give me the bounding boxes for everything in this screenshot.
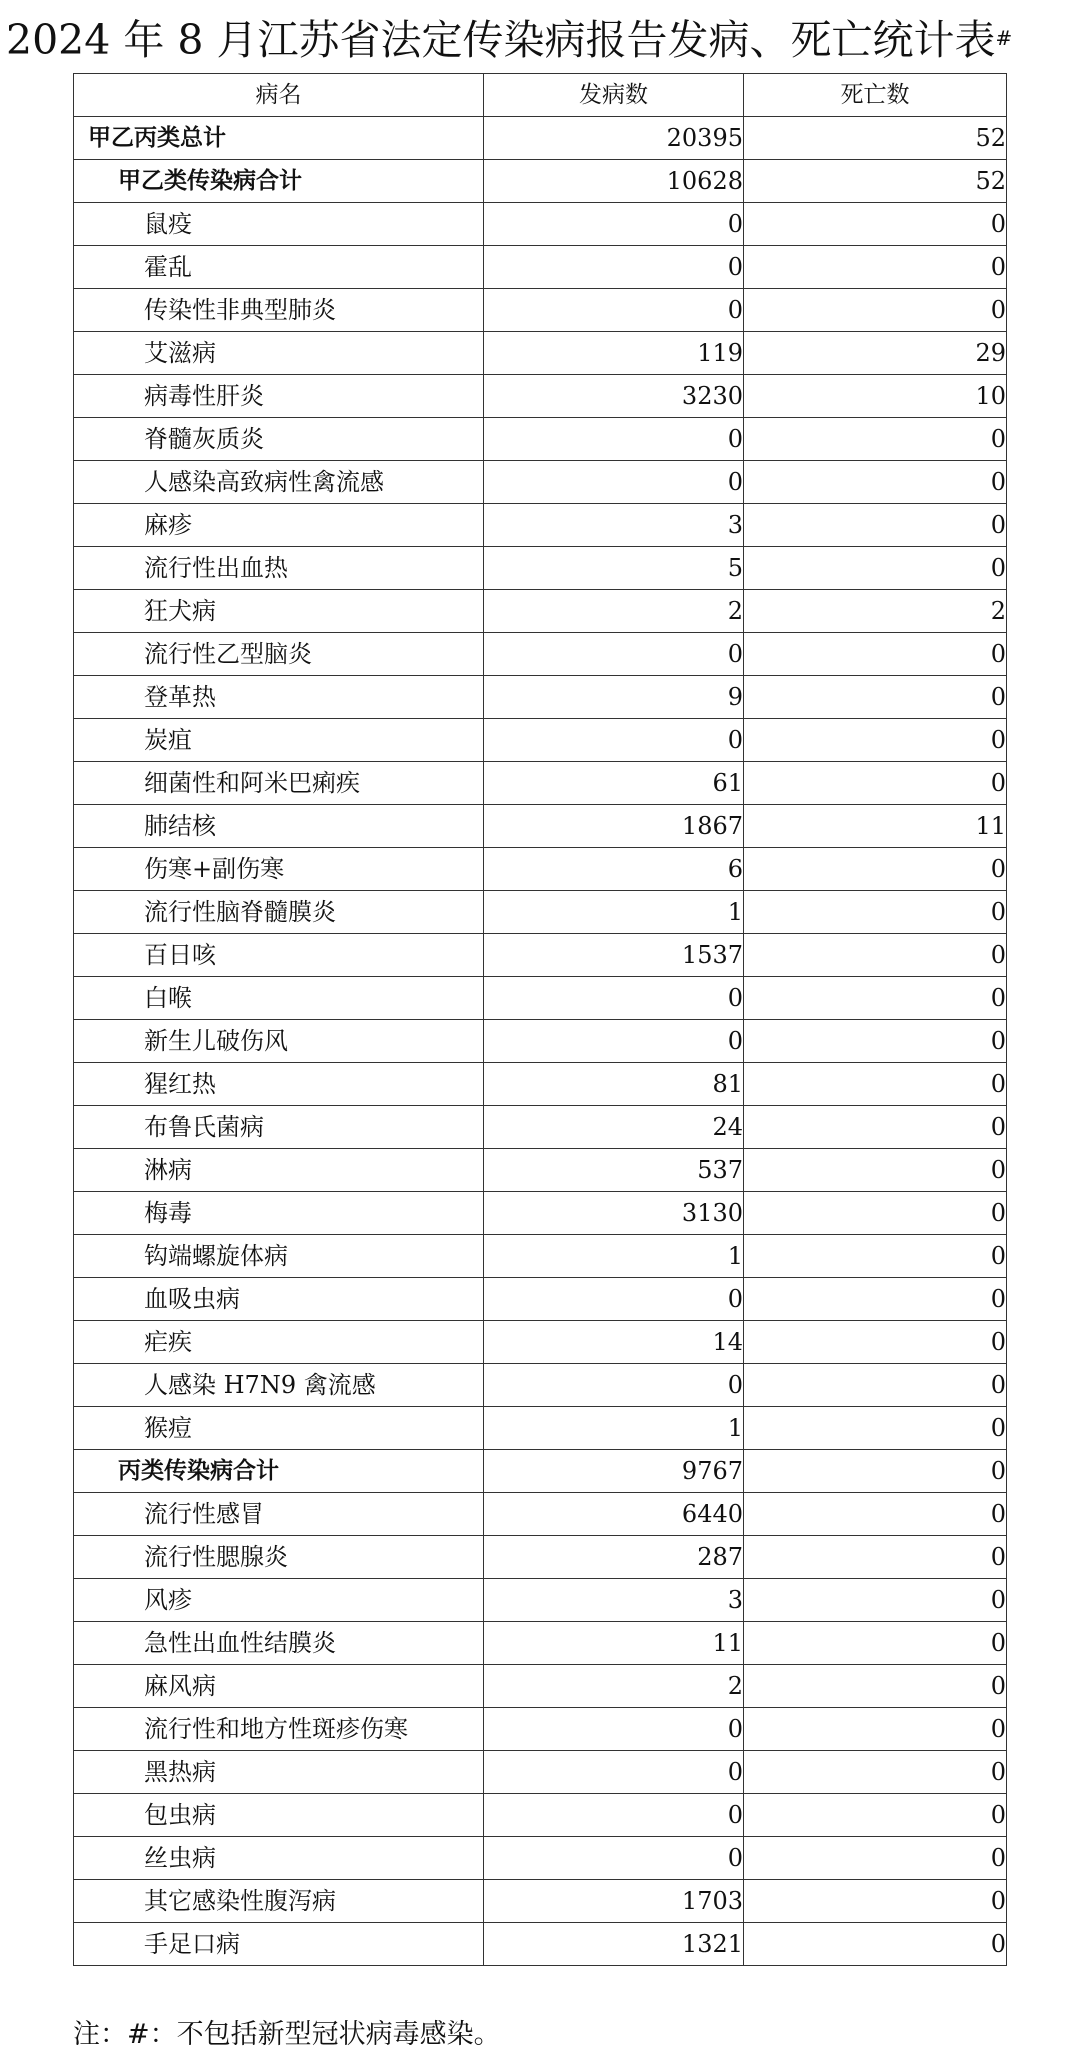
cases-cell: 0 bbox=[484, 418, 744, 461]
deaths-cell: 29 bbox=[744, 332, 1007, 375]
table-row bbox=[74, 762, 1007, 805]
disease-name-cell: 人感染 H7N9 禽流感 bbox=[74, 1364, 484, 1407]
deaths-cell: 0 bbox=[744, 1880, 1007, 1923]
table-row bbox=[74, 203, 1007, 246]
cases-cell: 0 bbox=[484, 1837, 744, 1880]
deaths-cell: 0 bbox=[744, 1622, 1007, 1665]
deaths-cell: 0 bbox=[744, 504, 1007, 547]
table-row bbox=[74, 1235, 1007, 1278]
deaths-cell: 0 bbox=[744, 719, 1007, 762]
table-body bbox=[74, 117, 1007, 1966]
cases-cell: 0 bbox=[484, 1020, 744, 1063]
table-row bbox=[74, 1364, 1007, 1407]
table-row bbox=[74, 1407, 1007, 1450]
disease-name-cell: 新生儿破伤风 bbox=[74, 1020, 484, 1063]
table-row bbox=[74, 1923, 1007, 1966]
cases-cell: 24 bbox=[484, 1106, 744, 1149]
table-row bbox=[74, 891, 1007, 934]
disease-name-cell: 艾滋病 bbox=[74, 332, 484, 375]
cases-cell: 2 bbox=[484, 590, 744, 633]
disease-name-cell: 流行性和地方性斑疹伤寒 bbox=[74, 1708, 484, 1751]
disease-statistics-table bbox=[73, 73, 1007, 1966]
cases-cell: 537 bbox=[484, 1149, 744, 1192]
deaths-cell: 0 bbox=[744, 461, 1007, 504]
deaths-cell: 0 bbox=[744, 1063, 1007, 1106]
disease-name-cell: 甲乙丙类总计 bbox=[74, 117, 484, 160]
footnote: 注：#：不包括新型冠状病毒感染。 bbox=[73, 2019, 501, 2050]
cases-cell: 287 bbox=[484, 1536, 744, 1579]
title-text: 2024 年 8 月江苏省法定传染病报告发病、死亡统计表 bbox=[6, 16, 996, 64]
cases-cell: 20395 bbox=[484, 117, 744, 160]
cases-cell: 1 bbox=[484, 1407, 744, 1450]
cases-cell: 1867 bbox=[484, 805, 744, 848]
table-row bbox=[74, 1020, 1007, 1063]
disease-name-cell: 急性出血性结膜炎 bbox=[74, 1622, 484, 1665]
cases-cell: 1703 bbox=[484, 1880, 744, 1923]
deaths-cell: 0 bbox=[744, 891, 1007, 934]
disease-name-cell: 麻风病 bbox=[74, 1665, 484, 1708]
table-row bbox=[74, 1493, 1007, 1536]
table-row bbox=[74, 246, 1007, 289]
table-row bbox=[74, 1063, 1007, 1106]
deaths-cell: 0 bbox=[744, 1192, 1007, 1235]
table-row bbox=[74, 1192, 1007, 1235]
cases-cell: 10628 bbox=[484, 160, 744, 203]
cases-cell: 9 bbox=[484, 676, 744, 719]
deaths-cell: 0 bbox=[744, 246, 1007, 289]
deaths-cell: 0 bbox=[744, 418, 1007, 461]
cases-cell: 81 bbox=[484, 1063, 744, 1106]
cases-cell: 61 bbox=[484, 762, 744, 805]
cases-cell: 9767 bbox=[484, 1450, 744, 1493]
deaths-cell: 52 bbox=[744, 160, 1007, 203]
disease-name-cell: 肺结核 bbox=[74, 805, 484, 848]
disease-name-cell: 狂犬病 bbox=[74, 590, 484, 633]
cases-cell: 0 bbox=[484, 289, 744, 332]
disease-name-cell: 血吸虫病 bbox=[74, 1278, 484, 1321]
deaths-cell: 0 bbox=[744, 1493, 1007, 1536]
cases-cell: 0 bbox=[484, 977, 744, 1020]
table-row bbox=[74, 160, 1007, 203]
cases-cell: 3230 bbox=[484, 375, 744, 418]
deaths-cell: 0 bbox=[744, 1278, 1007, 1321]
disease-name-cell: 白喉 bbox=[74, 977, 484, 1020]
cases-cell: 0 bbox=[484, 719, 744, 762]
deaths-cell: 52 bbox=[744, 117, 1007, 160]
cases-cell: 3 bbox=[484, 504, 744, 547]
table-row bbox=[74, 418, 1007, 461]
column-header-cases: 发病数 bbox=[484, 74, 744, 117]
deaths-cell: 0 bbox=[744, 1579, 1007, 1622]
disease-name-cell: 甲乙类传染病合计 bbox=[74, 160, 484, 203]
table-row bbox=[74, 1321, 1007, 1364]
deaths-cell: 0 bbox=[744, 762, 1007, 805]
disease-name-cell: 包虫病 bbox=[74, 1794, 484, 1837]
table-row bbox=[74, 977, 1007, 1020]
deaths-cell: 10 bbox=[744, 375, 1007, 418]
deaths-cell: 0 bbox=[744, 1665, 1007, 1708]
cases-cell: 1 bbox=[484, 891, 744, 934]
disease-name-cell: 丝虫病 bbox=[74, 1837, 484, 1880]
table-row bbox=[74, 1708, 1007, 1751]
disease-name-cell: 淋病 bbox=[74, 1149, 484, 1192]
deaths-cell: 11 bbox=[744, 805, 1007, 848]
table-row bbox=[74, 1665, 1007, 1708]
disease-name-cell: 梅毒 bbox=[74, 1192, 484, 1235]
table-row bbox=[74, 375, 1007, 418]
disease-name-cell: 流行性腮腺炎 bbox=[74, 1536, 484, 1579]
disease-name-cell: 百日咳 bbox=[74, 934, 484, 977]
disease-name-cell: 其它感染性腹泻病 bbox=[74, 1880, 484, 1923]
table-row bbox=[74, 934, 1007, 977]
table-row bbox=[74, 848, 1007, 891]
deaths-cell: 0 bbox=[744, 1235, 1007, 1278]
deaths-cell: 0 bbox=[744, 203, 1007, 246]
title-footnote-marker: # bbox=[995, 26, 1013, 50]
table-row bbox=[74, 1794, 1007, 1837]
disease-name-cell: 布鲁氏菌病 bbox=[74, 1106, 484, 1149]
column-header-disease: 病名 bbox=[74, 74, 484, 117]
cases-cell: 0 bbox=[484, 1794, 744, 1837]
deaths-cell: 0 bbox=[744, 977, 1007, 1020]
table-row bbox=[74, 1450, 1007, 1493]
cases-cell: 1 bbox=[484, 1235, 744, 1278]
table-row bbox=[74, 504, 1007, 547]
disease-name-cell: 病毒性肝炎 bbox=[74, 375, 484, 418]
deaths-cell: 0 bbox=[744, 1837, 1007, 1880]
cases-cell: 5 bbox=[484, 547, 744, 590]
deaths-cell: 0 bbox=[744, 1751, 1007, 1794]
disease-name-cell: 黑热病 bbox=[74, 1751, 484, 1794]
table-row bbox=[74, 1106, 1007, 1149]
table-row bbox=[74, 289, 1007, 332]
cases-cell: 3130 bbox=[484, 1192, 744, 1235]
disease-name-cell: 流行性脑脊髓膜炎 bbox=[74, 891, 484, 934]
disease-name-cell: 鼠疫 bbox=[74, 203, 484, 246]
table-row bbox=[74, 332, 1007, 375]
cases-cell: 11 bbox=[484, 1622, 744, 1665]
disease-name-cell: 风疹 bbox=[74, 1579, 484, 1622]
deaths-cell: 2 bbox=[744, 590, 1007, 633]
disease-name-cell: 流行性乙型脑炎 bbox=[74, 633, 484, 676]
deaths-cell: 0 bbox=[744, 1106, 1007, 1149]
table-row bbox=[74, 1278, 1007, 1321]
table-row bbox=[74, 461, 1007, 504]
disease-name-cell: 手足口病 bbox=[74, 1923, 484, 1966]
deaths-cell: 0 bbox=[744, 1794, 1007, 1837]
table-row bbox=[74, 1837, 1007, 1880]
deaths-cell: 0 bbox=[744, 1407, 1007, 1450]
table-row bbox=[74, 117, 1007, 160]
table-row bbox=[74, 1149, 1007, 1192]
table-row bbox=[74, 719, 1007, 762]
deaths-cell: 0 bbox=[744, 289, 1007, 332]
cases-cell: 6 bbox=[484, 848, 744, 891]
disease-name-cell: 猩红热 bbox=[74, 1063, 484, 1106]
disease-name-cell: 流行性感冒 bbox=[74, 1493, 484, 1536]
disease-name-cell: 钩端螺旋体病 bbox=[74, 1235, 484, 1278]
disease-name-cell: 流行性出血热 bbox=[74, 547, 484, 590]
cases-cell: 0 bbox=[484, 246, 744, 289]
disease-name-cell: 细菌性和阿米巴痢疾 bbox=[74, 762, 484, 805]
deaths-cell: 0 bbox=[744, 1923, 1007, 1966]
table-row bbox=[74, 590, 1007, 633]
disease-name-cell: 丙类传染病合计 bbox=[74, 1450, 484, 1493]
table-row bbox=[74, 547, 1007, 590]
cases-cell: 119 bbox=[484, 332, 744, 375]
cases-cell: 14 bbox=[484, 1321, 744, 1364]
deaths-cell: 0 bbox=[744, 676, 1007, 719]
deaths-cell: 0 bbox=[744, 1364, 1007, 1407]
deaths-cell: 0 bbox=[744, 1149, 1007, 1192]
cases-cell: 2 bbox=[484, 1665, 744, 1708]
page-title bbox=[6, 12, 1080, 68]
cases-cell: 1321 bbox=[484, 1923, 744, 1966]
table-row bbox=[74, 805, 1007, 848]
deaths-cell: 0 bbox=[744, 633, 1007, 676]
table-row bbox=[74, 676, 1007, 719]
deaths-cell: 0 bbox=[744, 1536, 1007, 1579]
cases-cell: 0 bbox=[484, 633, 744, 676]
cases-cell: 6440 bbox=[484, 1493, 744, 1536]
table-row bbox=[74, 1536, 1007, 1579]
table-row bbox=[74, 1622, 1007, 1665]
cases-cell: 0 bbox=[484, 203, 744, 246]
deaths-cell: 0 bbox=[744, 1450, 1007, 1493]
disease-name-cell: 麻疹 bbox=[74, 504, 484, 547]
cases-cell: 0 bbox=[484, 1751, 744, 1794]
cases-cell: 1537 bbox=[484, 934, 744, 977]
deaths-cell: 0 bbox=[744, 1321, 1007, 1364]
disease-name-cell: 脊髓灰质炎 bbox=[74, 418, 484, 461]
disease-name-cell: 登革热 bbox=[74, 676, 484, 719]
table-header-row bbox=[74, 74, 1007, 117]
disease-name-cell: 伤寒+副伤寒 bbox=[74, 848, 484, 891]
disease-name-cell: 猴痘 bbox=[74, 1407, 484, 1450]
disease-name-cell: 疟疾 bbox=[74, 1321, 484, 1364]
deaths-cell: 0 bbox=[744, 1708, 1007, 1751]
table-row bbox=[74, 1880, 1007, 1923]
deaths-cell: 0 bbox=[744, 848, 1007, 891]
disease-name-cell: 炭疽 bbox=[74, 719, 484, 762]
deaths-cell: 0 bbox=[744, 1020, 1007, 1063]
cases-cell: 0 bbox=[484, 461, 744, 504]
column-header-deaths: 死亡数 bbox=[744, 74, 1007, 117]
cases-cell: 3 bbox=[484, 1579, 744, 1622]
cases-cell: 0 bbox=[484, 1278, 744, 1321]
cases-cell: 0 bbox=[484, 1364, 744, 1407]
disease-name-cell: 霍乱 bbox=[74, 246, 484, 289]
cases-cell: 0 bbox=[484, 1708, 744, 1751]
disease-name-cell: 人感染高致病性禽流感 bbox=[74, 461, 484, 504]
table-row bbox=[74, 1579, 1007, 1622]
table-row bbox=[74, 1751, 1007, 1794]
disease-name-cell: 传染性非典型肺炎 bbox=[74, 289, 484, 332]
deaths-cell: 0 bbox=[744, 934, 1007, 977]
table-row bbox=[74, 633, 1007, 676]
deaths-cell: 0 bbox=[744, 547, 1007, 590]
